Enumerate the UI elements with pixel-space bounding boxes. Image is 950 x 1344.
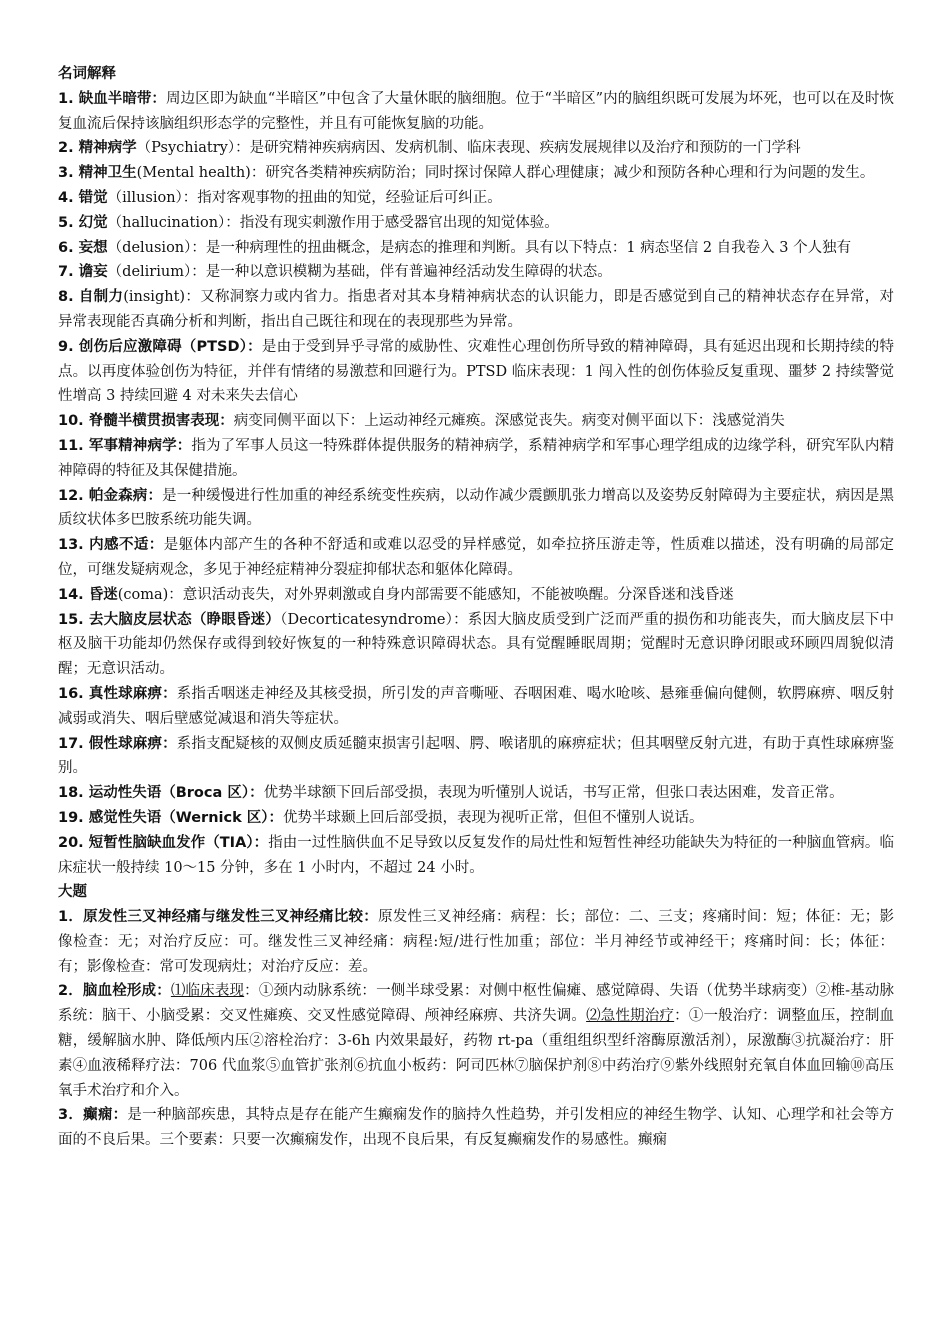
definition-text: （delirium）：是一种以意识模糊为基础，伴有普遍神经活动发生障碍的状态。: [107, 264, 612, 281]
definition-entry: [58, 682, 894, 732]
question-text: 原发性三叉神经痛：病程：长；部位：二、三支；疼痛时间：短；体征：无；影像检查：无；对治疗反应：可。继发性三叉神经痛：病程:短/进行性加重；部位：半月神经节或神经干；疼痛时间：长；体征：有；影像检查：常可发现病灶；对治疗反应：差。: [58, 909, 895, 975]
definition-text: （Decorticatesyndrome）：系因大脑皮质受到广泛而严重的损伤和功能丧失，而大脑皮层下中枢及脑干功能却仍然保存或得到较好恢复的一种特殊意识障碍状态。具有觉醒睡眠周期；觉醒时无意识睁闭眼或环顾四周貌似清醒；无意识活动。: [58, 611, 894, 678]
definition-term: 1. 缺血半暗带：: [58, 90, 166, 107]
definition-term: 15. 去大脑皮层状态（睁眼昏迷）: [58, 611, 281, 628]
document-page: [58, 62, 894, 1153]
definition-term: 16. 真性球麻痹：: [58, 685, 177, 702]
definition-text: （hallucination）：指没有现实刺激作用于感受器官出现的知觉体验。: [107, 214, 559, 231]
definition-text: 指由一过性脑供血不足导致以反复发作的局灶性和短暂性神经功能缺失为特征的一种脑血管病。临床症状一般持续 10～15 分钟，多在 1 小时内，不超过 24 小时。: [58, 834, 894, 876]
definition-term: 9. 创伤后应激障碍（PTSD）：: [58, 338, 262, 355]
subheading-clinical: ⑴临床表现: [170, 983, 245, 1000]
definition-text: 优势半球颞上回后部受损，表现为视听正常，但但不懂别人说话。: [283, 809, 704, 826]
definition-entry: [58, 186, 894, 211]
question-3: [58, 1103, 894, 1153]
definitions-list: [58, 87, 894, 881]
question-text: ：①颈内动脉系统：一侧半球受累：对侧中枢性偏瘫、感觉障碍、失语（优势半球病变）②椎-基动脉系统：脑干、小脑受累：交叉性瘫痪、交叉性感觉障碍、颅神经麻痹、共济失调。: [58, 983, 894, 1025]
definition-text: 周边区即为缺血“半暗区”中包含了大量休眠的脑细胞。位于“半暗区”内的脑组织既可发展为坏死，也可以在及时恢复血流后保持该脑组织形态学的完整性，并且有可能恢复脑的功能。: [58, 90, 894, 132]
definition-term: 2. 精神病学: [58, 140, 137, 157]
definition-term: 13. 内感不适：: [58, 537, 164, 554]
definition-entry: [58, 732, 894, 782]
definition-term: 4. 错觉: [58, 189, 108, 206]
definition-text: 是一种缓慢进行性加重的神经系统变性疾病，以动作减少震颤肌张力增高以及姿势反射障碍为主要症状，病因是黑质纹状体多巴胺系统功能失调。: [58, 487, 895, 529]
definition-text: （Psychiatry）：是研究精神疾病病因、发病机制、临床表现、疾病发展规律以及治疗和预防的一门学科: [136, 140, 801, 157]
question-term: 1．原发性三叉神经痛与继发性三叉神经痛比较：: [58, 909, 379, 926]
question-text: 是一种脑部疾患，其特点是存在能产生癫痫发作的脑持久性趋势，并引发相应的神经生物学、认知、心理学和社会等方面的不良后果。三个要素：只要一次癫痫发作，出现不良后果，有反复癫痫发作的易感性。癫痫: [58, 1107, 895, 1149]
definition-entry: [58, 285, 894, 335]
definition-term: 19. 感觉性失语（Wernick 区）：: [58, 809, 284, 826]
definition-entry: [58, 136, 894, 161]
definition-text: 系指支配疑核的双侧皮质延髓束损害引起咽、腭、喉诸肌的麻痹症状；但其咽壁反射亢进，有助于真性球麻痹鉴别。: [58, 735, 895, 777]
definition-text: （illusion）：指对客观事物的扭曲的知觉，经验证后可纠正。: [107, 189, 502, 206]
definition-term: 3. 精神卫生: [58, 165, 137, 182]
definition-entry: [58, 335, 894, 409]
definition-term: 20. 短暂性脑缺血发作（TIA）：: [58, 834, 269, 851]
definition-entry: [58, 608, 894, 682]
definition-entry: [58, 87, 894, 137]
definition-term: 12. 帕金森病：: [58, 487, 163, 504]
section-title-definitions: 名词解释: [58, 66, 116, 82]
definition-entry: [58, 484, 894, 534]
definition-text: (Mental health)：研究各类精神疾病防治；同时探讨保障人群心理健康；减少和预防各种心理和行为问题的发生。: [136, 165, 875, 182]
question-2: [58, 979, 894, 1103]
definition-entry: [58, 409, 894, 434]
section-title-questions: 大题: [58, 884, 87, 901]
definition-text: 是由于受到异乎寻常的威胁性、灾难性心理创伤所导致的精神障碍，具有延迟出现和长期持续的特点。以再度体验创伤为特征，并伴有情绪的易激惹和回避行为。PTSD 临床表现：1 闯入性的创伤体验反复重现、噩梦 2 持续警觉性增高 3 持续回避 4 对未来失去信心: [58, 338, 894, 405]
definition-entry: [58, 211, 894, 236]
definition-term: 8. 自制力: [58, 289, 124, 306]
definition-text: （delusion）：是一种病理性的扭曲概念，是病态的推理和判断。具有以下特点：1 病态坚信 2 自我卷入 3 个人独有: [107, 239, 852, 256]
definition-text: 优势半球额下回后部受损，表现为听懂别人说话，书写正常，但张口表达困难，发音正常。: [263, 785, 844, 802]
definition-entry: [58, 161, 894, 186]
definition-entry: [58, 781, 894, 806]
question-text: ：①一般治疗：调整血压，控制血糖，缓解脑水肿、降低颅内压②溶栓治疗：3-6h 内效果最好，药物 rt-pa（重组组织型纤溶酶原激活剂），尿激酶③抗凝治疗：肝素④血液稀释疗法：706 代血浆⑤血管扩张剂⑥抗血小板药：阿司匹林⑦脑保护剂⑧中药治疗⑨紫外线照射充氧自体血回输⑩高压氧手术治疗和介入。: [58, 1008, 895, 1099]
question-term: 2．脑血栓形成：: [58, 983, 171, 1000]
definition-text: (insight)：又称洞察力或内省力。指患者对其本身精神病状态的认识能力，即是否感觉到自己的精神状态存在异常，对异常表现能否真确分析和判断，指出自己既往和现在的表现那些为异常。: [58, 289, 894, 330]
definition-entry: [58, 831, 894, 881]
definition-term: 11. 军事精神病学：: [58, 437, 192, 454]
definition-text: 指为了军事人员这一特殊群体提供服务的精神病学，系精神病学和军事心理学组成的边缘学科，研究军队内精神障碍的特征及其保健措施。: [58, 437, 895, 479]
definition-term: 14. 昏迷: [58, 586, 118, 603]
definition-entry: [58, 236, 894, 261]
definition-term: 5. 幻觉: [58, 214, 108, 231]
definition-text: 是躯体内部产生的各种不舒适和或难以忍受的异样感觉，如牵拉挤压游走等，性质难以描述，没有明确的局部定位，可继发疑病观念，多见于神经症精神分裂症抑郁状态和躯体化障碍。: [58, 537, 895, 578]
question-1: [58, 905, 894, 979]
definition-term: 10. 脊髓半横贯损害表现：: [58, 413, 234, 430]
question-term: 3．癫痫：: [58, 1107, 128, 1124]
definition-term: 6. 妄想: [58, 239, 108, 256]
definition-term: 18. 运动性失语（Broca 区）：: [58, 785, 264, 802]
definition-term: 17. 假性球麻痹：: [58, 735, 177, 752]
definition-text: (coma)：意识活动丧失，对外界刺激或自身内部需要不能感知，不能被唤醒。分深昏迷和浅昏迷: [117, 586, 734, 603]
definition-entry: [58, 583, 894, 608]
definition-entry: [58, 533, 894, 583]
definition-term: 7. 谵妄: [58, 264, 108, 281]
definition-text: 系指舌咽迷走神经及其核受损，所引发的声音嘶哑、吞咽困难、喝水呛咳、悬雍垂偏向健侧，软腭麻痹、咽反射减弱或消失、咽后壁感觉减退和消失等症状。: [58, 685, 895, 727]
definition-text: 病变同侧平面以下：上运动神经元瘫痪。深感觉丧失。病变对侧平面以下：浅感觉消失: [233, 413, 785, 430]
definition-entry: [58, 260, 894, 285]
definition-entry: [58, 806, 894, 831]
definition-entry: [58, 434, 894, 484]
subheading-treatment: ⑵急性期治疗: [586, 1008, 675, 1025]
